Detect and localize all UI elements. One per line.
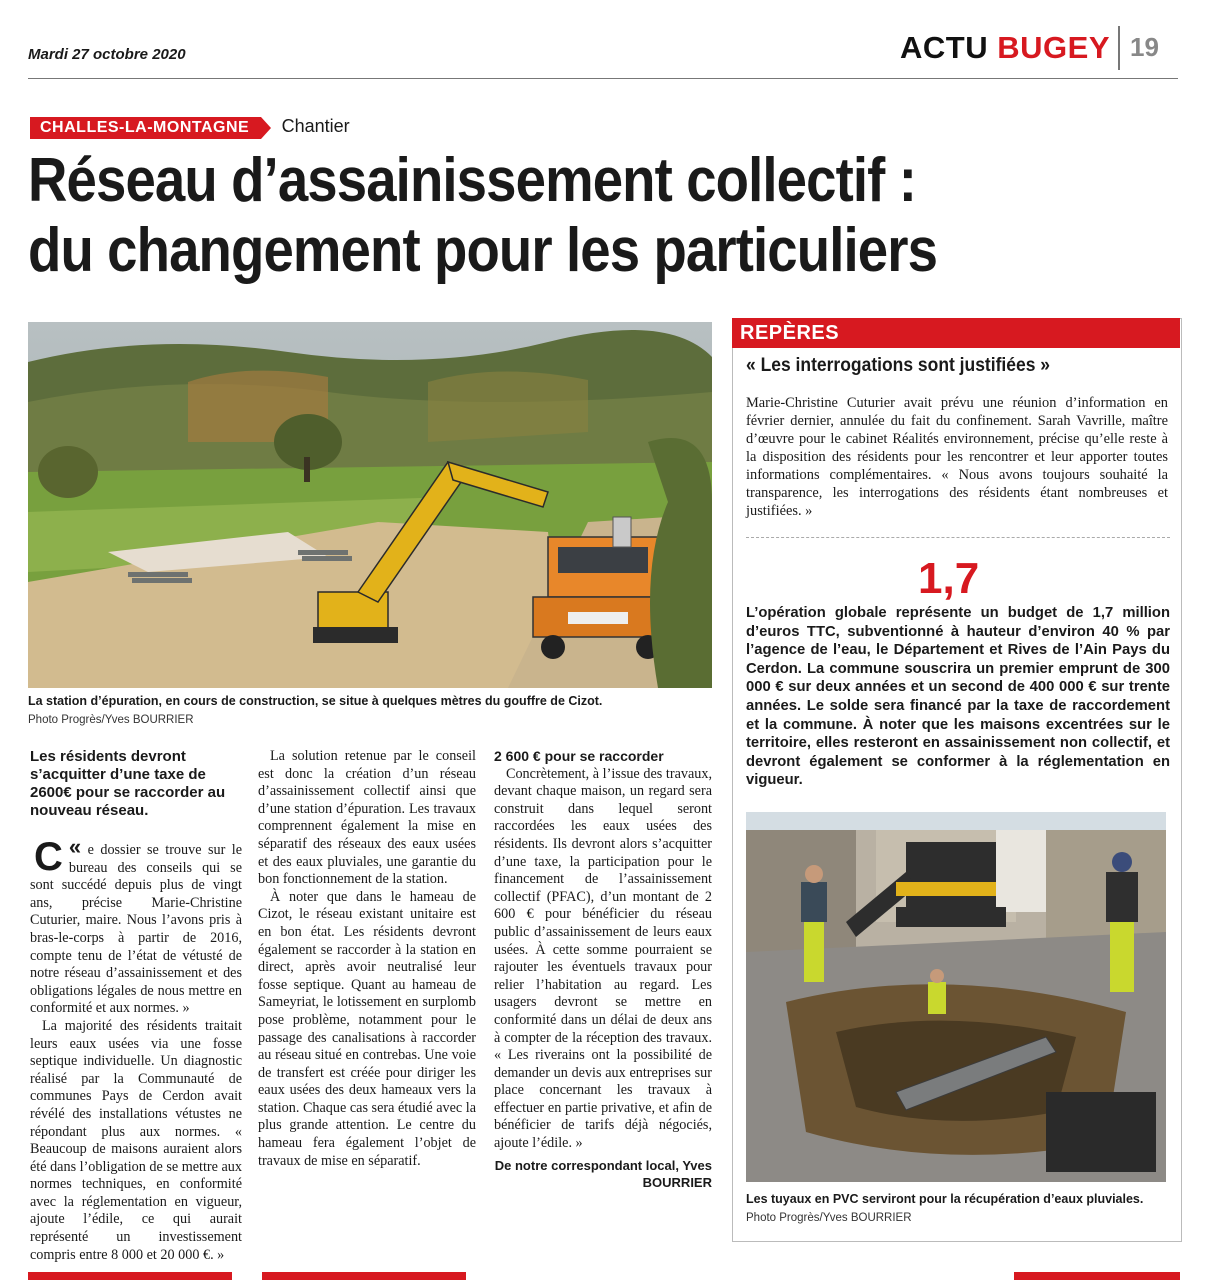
kicker xyxy=(30,116,350,138)
photo-credit: Photo Progrès/Yves BOURRIER xyxy=(28,714,194,726)
reperes-text: Marie-Christine Cuturier avait prévu une réunion d’information en février dernier, annulée du fait du confinement. Sarah Vavrille, maître d’œuvre pour le cabinet Réalités environnement, précise qu’elle reste à la disposition des résidents pour les rencontrer et leur apporter toutes informations complémentaires. « Nous avons toujours souhaité la transparence, les interrogations des résidents étant nombreuses et justifiées. » xyxy=(746,395,1168,519)
kicker-rubric: Chantier xyxy=(281,116,350,136)
header-rule xyxy=(28,78,1178,79)
reperes-separator xyxy=(746,537,1170,538)
photo-caption: La station d’épuration, en cours de construction, se situe à quelques mètres du gouffre de Cizot. xyxy=(28,694,603,708)
paragraph-4: À noter que dans le hameau de Cizot, le réseau existant unitaire est en bon état. Les résidents devront également se raccorder à la station en direct, après avoir neutralisé leur fosse septique. Quant au hameau de Sameyriat, le lotissement en surplomb pose problème, notamment pour le passage des canalisations à raccorder au réseau situé en contrebas. Une voie de transfert est créée pour diriger les eaux usées des deux hameaux vers la station. Chaque cas sera étudié avec la plus grande attention. Le centre du hameau fera également l’objet de travaux de mise en séparatif. xyxy=(258,888,476,1169)
page-number: 19 xyxy=(1130,32,1159,62)
paragraph-3: La solution retenue par le conseil est donc la création d’un réseau d’assainissement collectif ainsi que d’une station d’épuration. Les travaux comprennent également la mise en séparatif des réseaux des eaux usées et des eaux pluviales, une garantie du bon fonctionnement de la station. xyxy=(258,748,476,888)
article-column-3 xyxy=(494,748,712,1192)
photo-construction-site xyxy=(28,322,712,688)
kicker-location: CHALLES-LA-MONTAGNE xyxy=(30,117,261,139)
photo-pvc-pipes xyxy=(746,812,1166,1182)
drop-cap: C xyxy=(34,835,63,879)
brand-bugey: BUGEY xyxy=(997,30,1110,65)
signature: De notre correspondant local, Yves BOURRIER xyxy=(494,1157,712,1191)
photo-credit-2: Photo Progrès/Yves BOURRIER xyxy=(746,1212,912,1224)
footer-bar-3 xyxy=(1014,1272,1180,1280)
headline xyxy=(28,146,1049,286)
key-figure: 1,7 xyxy=(918,554,980,603)
headline-line-2: du changement pour les particuliers xyxy=(28,216,938,285)
photo-caption-2: Les tuyaux en PVC serviront pour la récupération d’eaux pluviales. xyxy=(746,1192,1144,1206)
brand-actu: ACTU xyxy=(900,30,989,65)
opening-quote: « xyxy=(68,834,82,859)
construction-site-illustration xyxy=(28,322,712,688)
issue-date: Mardi 27 octobre 2020 xyxy=(28,46,186,63)
headline-line-1: Réseau d’assainissement collectif : xyxy=(28,146,917,215)
article-lead: Les résidents devront s’acquitter d’une taxe de 2600€ pour se raccorder au nouveau réseau. xyxy=(30,748,226,819)
subhead: 2 600 € pour se raccorder xyxy=(494,748,664,764)
footer-bar-2 xyxy=(262,1272,466,1280)
footer-bar-1 xyxy=(28,1272,232,1280)
page-number-divider xyxy=(1118,26,1120,70)
trench-illustration xyxy=(746,812,1166,1182)
reperes-title: REPÈRES xyxy=(740,322,840,344)
section-brand xyxy=(900,30,1110,66)
paragraph-1: e dossier se trouve sur le bureau des conseils qui se sont succédé depuis plus de vingt ans, précise Marie-Christine Cuturier, maire. Nous l’avons pris à bras-le-corps à partir de 2016, compte tenu de l’état de vétusté de notre réseau d’assainissement et des obligations légales de nous mettre en conformité et aux normes. » xyxy=(30,842,242,1017)
key-figure-text: L’opération globale représente un budget de 1,7 million d’euros TTC, subventionné à hauteur d’environ 40 % par l’agence de l’eau, le Département et Rives de l’Ain Pays du Cerdon. La commune souscrira un premier emprunt de 300 000 € sur deux années et un second de 400 000 € sur trente années. Le solde sera financé par la taxe de raccordement et la commune. À noter que les maisons excentrées sur le territoire, elles resteront en assainissement non collectif, et devront également se conformer à la réglementation en vigueur. xyxy=(746,605,1170,789)
paragraph-2: La majorité des résidents traitait leurs eaux usées via une fosse septique individuelle. Un diagnostic réalisé par la Communauté de communes Pays de Cerdon avait révélé des installations vétustes ne répondant plus aux normes. « Beaucoup de maisons auraient alors été dans l’obligation de se mettre aux normes techniques, en conformité avec la réglementation en vigueur, ajoute l’édile, ce qui aurait représenté un investissement compris entre 8 000 et 20 000 €. » xyxy=(30,1017,242,1263)
paragraph-5: Concrètement, à l’issue des travaux, devant chaque maison, un regard sera construit dans lequel seront raccordées les eaux usées des résidents. Ils devront alors s’acquitter d’une taxe, la participation pour le financement de l’assainissement collectif (PFAC), d’un montant de 2 600 € pour bénéficier du réseau public d’assainissement de leurs eaux usées. À cette somme pourraient se rajouter les éventuels travaux pour relier l’habitation au regard. Les usagers devront se mettre en conformité dans un délai de deux ans à compter de la réception des travaux. « Les riverains ont la possibilité de demander un devis aux entreprises sur place concernant les travaux à effectuer en partie privative, et afin de bénéficier de tarifs déjà négociés, ajoute l’édile. » xyxy=(494,765,712,1152)
article-column-1 xyxy=(30,834,242,1264)
reperes-quote: « Les interrogations sont justifiées » xyxy=(746,355,1051,376)
article-column-2 xyxy=(258,748,476,1170)
